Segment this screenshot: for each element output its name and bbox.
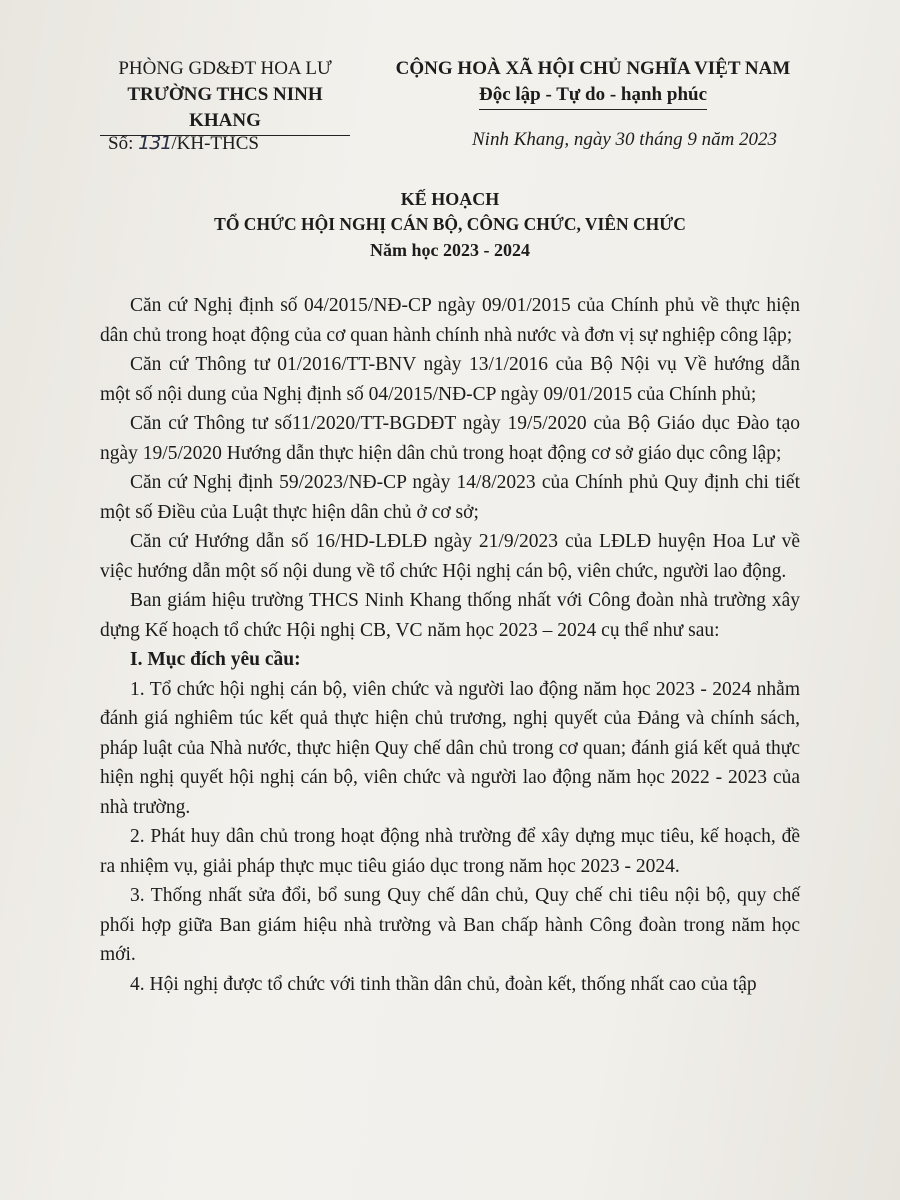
handwritten-number: 131: [138, 132, 172, 154]
list-item: 4. Hội nghị được tổ chức với tinh thần dân chủ, đoàn kết, thống nhất cao của tập: [130, 973, 757, 995]
issuing-agency-header: [100, 56, 350, 136]
document-number-prefix: Số:: [108, 133, 139, 154]
document-body: [100, 291, 800, 999]
document-title: KẾ HOẠCH: [400, 189, 500, 209]
school-year: Năm học 2023 - 2024: [370, 240, 530, 260]
school-name-text: TRƯỜNG THCS NINH KHANG: [100, 82, 350, 136]
paragraph: Ban giám hiệu trường THCS Ninh Khang thống nhất với Công đoàn nhà trường xây dựng Kế hoạch tổ chức Hội nghị CB, VC năm học 2023 – 2024 cụ thể như sau:: [100, 590, 800, 641]
list-item: 2. Phát huy dân chủ trong hoạt động nhà trường để xây dựng mục tiêu, kế hoạch, đề ra nhiệm vụ, giải pháp thực mục tiêu giáo dục trong năm học 2023 - 2024.: [100, 826, 800, 877]
national-motto-text: Độc lập - Tự do - hạnh phúc: [479, 82, 707, 110]
list-item: 3. Thống nhất sửa đổi, bổ sung Quy chế dân chủ, Quy chế chi tiêu nội bộ, quy chế phối hợp giữa Ban giám hiệu nhà trường và Ban chấp hành Công đoàn trong năm học mới.: [100, 885, 800, 965]
paragraph: Căn cứ Nghị định số 04/2015/NĐ-CP ngày 09/01/2015 của Chính phủ về thực hiện dân chủ trong hoạt động của cơ quan hành chính nhà nước và đơn vị sự nghiệp công lập;: [100, 295, 800, 346]
document-subtitle: TỔ CHỨC HỘI NGHỊ CÁN BỘ, CÔNG CHỨC, VIÊN CHỨC: [214, 214, 686, 234]
section-heading: I. Mục đích yêu cầu:: [130, 649, 301, 670]
paragraph: Căn cứ Hướng dẫn số 16/HD-LĐLĐ ngày 21/9/2023 của LĐLĐ huyện Hoa Lư về việc hướng dẫn một số nội dung về tổ chức Hội nghị cán bộ, viên chức, người lao động.: [100, 531, 800, 582]
school-name: [100, 82, 350, 136]
date-line: Ninh Khang, ngày 30 tháng 9 năm 2023: [472, 129, 778, 150]
document-number-suffix: /KH-THCS: [171, 133, 259, 154]
agency-line: PHÒNG GD&ĐT HOA LƯ: [118, 58, 332, 79]
document-number: [108, 132, 259, 155]
list-item: 1. Tổ chức hội nghị cán bộ, viên chức và người lao động năm học 2023 - 2024 nhằm đánh giá nghiêm túc kết quả thực hiện chủ trương, nghị quyết của Đảng và chính sách, pháp luật của Nhà nước, thực hiện Quy chế dân chủ trong cơ quan; đánh giá kết quả thực hiện nghị quyết hội nghị cán bộ, viên chức và người lao động năm học 2022 - 2023 của nhà trường.: [100, 678, 800, 818]
paragraph: Căn cứ Thông tư số11/2020/TT-BGDĐT ngày 19/5/2020 của Bộ Giáo dục Đào tạo ngày 19/5/2020 Hướng dẫn thực hiện dân chủ trong hoạt động cơ sở giáo dục công lập;: [100, 413, 800, 464]
national-header: [378, 56, 808, 110]
national-title: CỘNG HOÀ XÃ HỘI CHỦ NGHĨA VIỆT NAM: [395, 58, 791, 79]
paragraph: Căn cứ Nghị định 59/2023/NĐ-CP ngày 14/8/2023 của Chính phủ Quy định chi tiết một số Điều của Luật thực hiện dân chủ ở cơ sở;: [100, 472, 800, 523]
paragraph: Căn cứ Thông tư 01/2016/TT-BNV ngày 13/1/2016 của Bộ Nội vụ Về hướng dẫn một số nội dung của Nghị định số 04/2015/NĐ-CP ngày 09/01/2015 của Chính phủ;: [100, 354, 800, 405]
national-motto: [378, 82, 808, 110]
